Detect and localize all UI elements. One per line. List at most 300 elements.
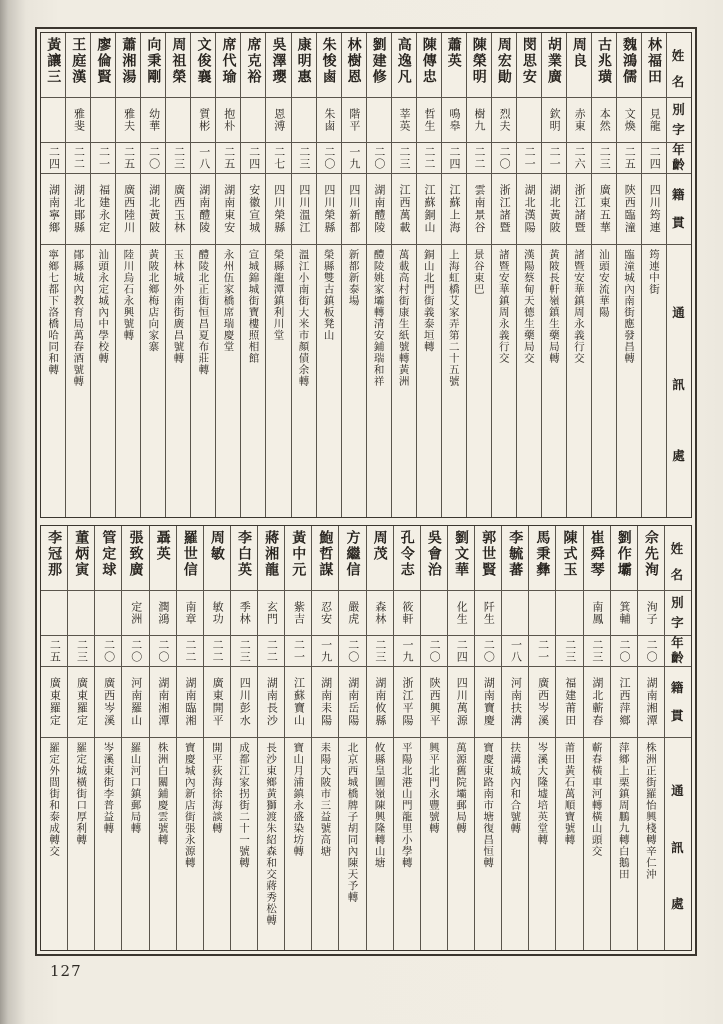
person-column bbox=[637, 526, 664, 950]
person-column bbox=[516, 33, 541, 517]
header-label-age bbox=[667, 143, 691, 173]
person-native-cell bbox=[556, 667, 582, 738]
person-name: 馬秉彝 bbox=[534, 530, 551, 578]
person-zi-cell bbox=[285, 591, 311, 636]
person-native: 廣東開平 bbox=[211, 677, 225, 727]
header-label-char: 別 bbox=[672, 102, 686, 118]
person-native: 廣西岑溪 bbox=[536, 677, 550, 727]
header-label-char: 處 bbox=[671, 896, 685, 912]
person-native: 四川彭水 bbox=[238, 677, 252, 727]
person-name-cell bbox=[475, 526, 501, 591]
person-zi-cell bbox=[91, 98, 115, 143]
person-column bbox=[230, 526, 257, 950]
person-age-cell bbox=[258, 636, 284, 667]
person-zi-cell bbox=[611, 591, 637, 636]
person-name: 陳傳忠 bbox=[420, 37, 437, 85]
person-address: 羅定外間街和泰成轉交 bbox=[48, 742, 61, 857]
person-name: 朱悛鹵 bbox=[320, 37, 337, 85]
person-address-cell bbox=[467, 245, 491, 517]
person-zi-cell bbox=[417, 98, 441, 143]
person-native-cell bbox=[258, 667, 284, 738]
person-address: 榮縣龍潭鎮利川堂 bbox=[272, 249, 285, 341]
person-zi: 嚴虎 bbox=[346, 601, 360, 625]
person-age: 二三 bbox=[172, 146, 186, 170]
person-column bbox=[528, 526, 555, 950]
person-zi-cell bbox=[41, 98, 65, 143]
person-native-cell bbox=[41, 667, 67, 738]
person-zi-cell bbox=[166, 98, 190, 143]
person-native-cell bbox=[339, 667, 365, 738]
header-label-zi bbox=[667, 98, 691, 142]
person-name: 周敏 bbox=[208, 530, 225, 562]
person-zi: 雅斐 bbox=[72, 108, 86, 132]
person-age-cell bbox=[95, 636, 121, 667]
person-native: 湖南湘潭 bbox=[156, 677, 170, 727]
person-column bbox=[616, 33, 641, 517]
person-address: 蘄春橫車河轉橫山頭交 bbox=[590, 742, 603, 857]
person-native: 四川萬源 bbox=[455, 677, 469, 727]
person-native: 湖南醴陵 bbox=[197, 184, 211, 234]
person-native: 湖北蘄春 bbox=[590, 677, 604, 727]
person-address-cell bbox=[258, 738, 284, 950]
person-native-cell bbox=[166, 174, 190, 245]
directory-table-bottom bbox=[40, 525, 692, 951]
person-native: 安徽宣城 bbox=[247, 184, 261, 234]
person-address-cell bbox=[617, 245, 641, 517]
person-name-cell bbox=[122, 526, 148, 591]
person-age-cell bbox=[517, 143, 541, 174]
person-address-cell bbox=[339, 738, 365, 950]
person-age: 二一 bbox=[97, 146, 111, 170]
person-zi-cell bbox=[567, 98, 591, 143]
person-column bbox=[65, 33, 90, 517]
person-zi: 紫吉 bbox=[292, 601, 306, 625]
header-label-char: 貫 bbox=[671, 214, 686, 230]
person-column bbox=[416, 33, 441, 517]
person-name-cell bbox=[394, 526, 420, 591]
person-name: 周祖榮 bbox=[170, 37, 187, 85]
person-name-cell bbox=[141, 33, 165, 98]
person-name: 張致廣 bbox=[127, 530, 144, 578]
person-zi-cell bbox=[266, 98, 290, 143]
person-address: 萍鄉上栗鎮周鵬九轉白鵝田 bbox=[617, 742, 630, 880]
header-column bbox=[666, 33, 691, 517]
person-name: 劉作壩 bbox=[615, 530, 632, 578]
person-name-cell bbox=[68, 526, 94, 591]
person-name-cell bbox=[638, 526, 664, 591]
person-native-cell bbox=[442, 174, 466, 245]
person-column bbox=[474, 526, 501, 950]
person-column bbox=[316, 33, 341, 517]
person-zi-cell bbox=[66, 98, 90, 143]
person-column bbox=[591, 33, 616, 517]
person-age-cell bbox=[317, 143, 341, 174]
person-native: 廣東五華 bbox=[598, 184, 612, 234]
person-age: 二〇 bbox=[372, 146, 386, 170]
person-address-cell bbox=[177, 738, 203, 950]
person-zi-cell bbox=[502, 591, 528, 636]
person-native: 湖北黃陂 bbox=[147, 184, 161, 234]
person-zi-cell bbox=[258, 591, 284, 636]
person-name-cell bbox=[367, 526, 393, 591]
person-column bbox=[41, 526, 67, 950]
person-native-cell bbox=[529, 667, 555, 738]
person-age: 二〇 bbox=[129, 639, 143, 663]
person-age-cell bbox=[542, 143, 566, 174]
header-label-age bbox=[665, 636, 691, 666]
person-zi-cell bbox=[216, 98, 240, 143]
person-age: 二三 bbox=[563, 639, 577, 663]
person-name-cell bbox=[285, 526, 311, 591]
header-label-name bbox=[665, 526, 691, 591]
person-native: 湖南臨湘 bbox=[184, 677, 197, 727]
person-age-cell bbox=[421, 636, 447, 667]
person-age-cell bbox=[122, 636, 148, 667]
person-zi-cell bbox=[638, 591, 664, 636]
person-native: 廣西陸川 bbox=[122, 184, 136, 234]
person-address-cell bbox=[312, 738, 338, 950]
person-address: 臨潼城內南街應發昌轉 bbox=[622, 249, 635, 364]
person-name-cell bbox=[266, 33, 290, 98]
person-age-cell bbox=[392, 143, 416, 174]
person-age: 二七 bbox=[272, 146, 286, 170]
person-zi-cell bbox=[241, 98, 265, 143]
person-column bbox=[566, 33, 591, 517]
person-age: 二三 bbox=[598, 146, 612, 170]
person-age-cell bbox=[342, 143, 366, 174]
person-native: 四川新都 bbox=[347, 184, 361, 234]
person-age: 二五 bbox=[623, 146, 637, 170]
person-address: 諸暨安華鎮周永義行交 bbox=[572, 249, 585, 364]
person-address-cell bbox=[611, 738, 637, 950]
person-name: 周良 bbox=[570, 37, 587, 69]
person-native: 廣西玉林 bbox=[172, 184, 186, 234]
person-age-cell bbox=[266, 143, 290, 174]
person-age-cell bbox=[339, 636, 365, 667]
person-native: 湖南醴陵 bbox=[372, 184, 386, 234]
person-name-cell bbox=[177, 526, 203, 591]
person-address-cell bbox=[638, 738, 664, 950]
person-address: 宣城錦城街寶樓照相館 bbox=[247, 249, 260, 364]
person-native-cell bbox=[592, 174, 616, 245]
person-name-cell bbox=[584, 526, 610, 591]
person-zi: 箕輔 bbox=[618, 601, 631, 625]
header-label-native bbox=[667, 174, 691, 244]
header-label-char: 名 bbox=[670, 566, 686, 582]
person-address-cell bbox=[542, 245, 566, 517]
person-age: 二一 bbox=[292, 639, 306, 663]
person-address: 寶慶城內新店街張永源轉 bbox=[183, 742, 196, 869]
person-column bbox=[338, 526, 365, 950]
person-address-cell bbox=[116, 245, 140, 517]
person-zi-cell bbox=[475, 591, 501, 636]
person-zi-cell bbox=[367, 98, 391, 143]
person-address-cell bbox=[41, 245, 65, 517]
person-age: 二三 bbox=[75, 639, 89, 663]
person-name-cell bbox=[492, 33, 516, 98]
person-age-cell bbox=[567, 143, 591, 174]
person-native-cell bbox=[241, 174, 265, 245]
person-address-cell bbox=[367, 738, 393, 950]
person-name-cell bbox=[116, 33, 140, 98]
person-name: 胡業廣 bbox=[545, 37, 562, 85]
person-zi-cell bbox=[642, 98, 666, 143]
person-address-cell bbox=[642, 245, 666, 517]
person-address: 長沙東鄉黃獅渡朱紹森和交蔣秀松轉 bbox=[265, 742, 278, 926]
person-address-cell bbox=[266, 245, 290, 517]
person-name: 李毓蕃 bbox=[507, 530, 524, 578]
person-zi: 季林 bbox=[238, 601, 252, 625]
person-age: 二〇 bbox=[428, 639, 442, 663]
person-name-cell bbox=[66, 33, 90, 98]
person-native: 江蘇上海 bbox=[448, 184, 462, 234]
person-name-cell bbox=[231, 526, 257, 591]
person-zi: 哲生 bbox=[422, 108, 436, 132]
person-address: 寶山月浦鎮永盛染坊轉 bbox=[292, 742, 305, 857]
person-age: 二〇 bbox=[498, 146, 512, 170]
person-address-cell bbox=[584, 738, 610, 950]
person-address: 萬載高村街康生紙號轉黃洲 bbox=[397, 249, 410, 387]
person-native: 湖南湘潭 bbox=[645, 677, 659, 727]
person-name-cell bbox=[517, 33, 541, 98]
person-age: 二〇 bbox=[618, 639, 631, 663]
person-name: 蕭湘湯 bbox=[120, 37, 137, 85]
person-name: 文俊襄 bbox=[195, 37, 212, 85]
person-age-cell bbox=[467, 143, 491, 174]
person-address-cell bbox=[150, 738, 176, 950]
person-address-cell bbox=[492, 245, 516, 517]
person-native: 浙江諸暨 bbox=[573, 184, 587, 234]
person-age: 一九 bbox=[401, 639, 414, 663]
person-age: 二三 bbox=[397, 146, 411, 170]
person-age-cell bbox=[68, 636, 94, 667]
person-native-cell bbox=[542, 174, 566, 245]
person-address: 溫江小南街大米市顏債余轉 bbox=[297, 249, 310, 387]
person-age: 二四 bbox=[448, 146, 462, 170]
person-native-cell bbox=[41, 174, 65, 245]
person-column bbox=[265, 33, 290, 517]
person-age: 二六 bbox=[573, 146, 587, 170]
person-native: 湖南寧鄉 bbox=[47, 184, 61, 234]
person-zi: 烈夫 bbox=[498, 108, 512, 132]
person-zi-cell bbox=[584, 591, 610, 636]
person-name: 李冠那 bbox=[46, 530, 63, 578]
person-address: 黃陂長軒嶺鎮生藥局轉 bbox=[547, 249, 560, 364]
person-age-cell bbox=[141, 143, 165, 174]
person-native: 四川溫江 bbox=[297, 184, 311, 234]
person-zi: 抱朴 bbox=[222, 108, 236, 132]
person-address: 莆田黃石萬順寶號轉 bbox=[563, 742, 576, 846]
person-address: 羅定城橫街口厚利轉 bbox=[75, 742, 88, 846]
header-label-name-cell bbox=[665, 526, 691, 591]
person-name: 崔舜琴 bbox=[588, 530, 605, 578]
header-label-char: 籍 bbox=[670, 679, 685, 695]
person-address: 羅山河口鎮郵局轉 bbox=[129, 742, 142, 834]
person-name-cell bbox=[241, 33, 265, 98]
person-native-cell bbox=[475, 667, 501, 738]
person-age: 二四 bbox=[648, 146, 662, 170]
header-label-char: 別 bbox=[671, 595, 685, 611]
person-age-cell bbox=[166, 143, 190, 174]
person-native-cell bbox=[502, 667, 528, 738]
header-label-char: 字 bbox=[672, 121, 686, 137]
person-name-cell bbox=[592, 33, 616, 98]
person-zi-cell bbox=[204, 591, 230, 636]
person-zi-cell bbox=[191, 98, 215, 143]
person-zi-cell bbox=[292, 98, 316, 143]
header-label-char: 籍 bbox=[671, 186, 686, 202]
person-name-cell bbox=[258, 526, 284, 591]
person-name: 管定球 bbox=[100, 530, 117, 578]
person-address-cell bbox=[292, 245, 316, 517]
person-native-cell bbox=[292, 174, 316, 245]
person-column bbox=[190, 33, 215, 517]
person-native: 福建莆田 bbox=[563, 677, 577, 727]
person-zi: 文煥 bbox=[623, 108, 637, 132]
person-native: 湖南長沙 bbox=[265, 677, 279, 727]
person-address-cell bbox=[41, 738, 67, 950]
person-zi: 鳴皋 bbox=[448, 108, 462, 132]
person-age-cell bbox=[592, 143, 616, 174]
person-zi-cell bbox=[367, 591, 393, 636]
person-age: 二二 bbox=[265, 639, 279, 663]
person-age-cell bbox=[394, 636, 420, 667]
person-address-cell bbox=[367, 245, 391, 517]
person-age: 二〇 bbox=[156, 639, 170, 663]
person-zi-cell bbox=[317, 98, 341, 143]
person-column bbox=[610, 526, 637, 950]
person-native: 河南扶溝 bbox=[509, 677, 523, 727]
person-age: 二二 bbox=[211, 639, 225, 663]
person-native-cell bbox=[317, 174, 341, 245]
person-zi-cell bbox=[177, 591, 203, 636]
person-name: 席代瑜 bbox=[220, 37, 237, 85]
person-name-cell bbox=[292, 33, 316, 98]
person-native: 湖南耒陽 bbox=[319, 677, 333, 727]
person-name-cell bbox=[204, 526, 230, 591]
header-label-char: 年 bbox=[672, 143, 686, 158]
person-name-cell bbox=[41, 33, 65, 98]
person-age-cell bbox=[292, 143, 316, 174]
person-column bbox=[41, 33, 65, 517]
person-zi: 潤鴻 bbox=[156, 601, 170, 625]
person-name-cell bbox=[642, 33, 666, 98]
person-column bbox=[121, 526, 148, 950]
person-name: 高逸凡 bbox=[395, 37, 412, 85]
person-age-cell bbox=[191, 143, 215, 174]
person-zi: 赤東 bbox=[573, 108, 587, 132]
person-address: 玉林城外南街廣昌號轉 bbox=[172, 249, 185, 364]
person-name: 吳澤瓔 bbox=[270, 37, 287, 85]
person-age-cell bbox=[502, 636, 528, 667]
person-address-cell bbox=[122, 738, 148, 950]
person-native: 湖北漢陽 bbox=[523, 184, 537, 234]
person-name-cell bbox=[317, 33, 341, 98]
person-address-cell bbox=[95, 738, 121, 950]
person-address-cell bbox=[417, 245, 441, 517]
header-label-char: 訊 bbox=[671, 839, 685, 855]
person-column bbox=[215, 33, 240, 517]
person-native-cell bbox=[417, 174, 441, 245]
directory-table-top bbox=[40, 32, 692, 518]
person-name: 魏鴻儒 bbox=[620, 37, 637, 85]
person-native-cell bbox=[122, 667, 148, 738]
person-age: 二四 bbox=[247, 146, 261, 170]
person-address: 漢陽蔡甸天德生藥局交 bbox=[522, 249, 535, 364]
person-native: 江西萬載 bbox=[397, 184, 411, 234]
person-column bbox=[393, 526, 420, 950]
header-label-char: 訊 bbox=[672, 376, 686, 392]
person-zi-cell bbox=[442, 98, 466, 143]
person-name-cell bbox=[617, 33, 641, 98]
person-native: 湖南攸縣 bbox=[373, 677, 387, 727]
person-native: 湖南寶慶 bbox=[482, 677, 496, 727]
person-address: 銅山北門街義泰垣轉 bbox=[422, 249, 435, 353]
person-age: 二五 bbox=[122, 146, 136, 170]
person-address-cell bbox=[448, 738, 474, 950]
person-native-cell bbox=[141, 174, 165, 245]
person-address: 鄖縣城內教育局萬春酒號轉 bbox=[72, 249, 85, 387]
person-age-cell bbox=[611, 636, 637, 667]
person-address-cell bbox=[442, 245, 466, 517]
person-native-cell bbox=[285, 667, 311, 738]
person-address: 攸縣皇圖嶺陳興隆轉山塘 bbox=[373, 742, 386, 869]
tables-frame bbox=[35, 27, 697, 956]
person-address: 汕頭永定城內中學校轉 bbox=[97, 249, 110, 364]
person-native-cell bbox=[517, 174, 541, 245]
person-age: 二五 bbox=[48, 639, 62, 663]
person-age-cell bbox=[417, 143, 441, 174]
person-column bbox=[447, 526, 474, 950]
person-name-cell bbox=[421, 526, 447, 591]
person-name: 孔令志 bbox=[398, 530, 415, 578]
person-age: 二四 bbox=[455, 639, 469, 663]
person-address: 耒陽大陂市三益號高塘 bbox=[319, 742, 332, 857]
person-column bbox=[441, 33, 466, 517]
person-zi-cell bbox=[617, 98, 641, 143]
person-address: 岑溪東街李普益轉 bbox=[102, 742, 115, 834]
person-name-cell bbox=[542, 33, 566, 98]
person-address-cell bbox=[394, 738, 420, 950]
person-column bbox=[555, 526, 582, 950]
person-column bbox=[176, 526, 203, 950]
person-age-cell bbox=[216, 143, 240, 174]
person-column bbox=[115, 33, 140, 517]
header-label-name bbox=[667, 33, 691, 98]
person-name-cell bbox=[442, 33, 466, 98]
person-name-cell bbox=[312, 526, 338, 591]
person-address: 北京西城橋牌子胡同內陳天予轉 bbox=[346, 742, 359, 903]
person-zi-cell bbox=[116, 98, 140, 143]
person-address-cell bbox=[502, 738, 528, 950]
person-zi: 本然 bbox=[598, 108, 612, 132]
person-name-cell bbox=[529, 526, 555, 591]
person-address: 株洲白關鋪慶雲號轉 bbox=[156, 742, 169, 846]
person-address-cell bbox=[141, 245, 165, 517]
person-native-cell bbox=[266, 174, 290, 245]
person-native-cell bbox=[95, 667, 121, 738]
person-native-cell bbox=[312, 667, 338, 738]
person-column bbox=[366, 33, 391, 517]
person-address: 新都新泰場 bbox=[347, 249, 360, 307]
person-address-cell bbox=[166, 245, 190, 517]
person-native-cell bbox=[611, 667, 637, 738]
person-zi-cell bbox=[492, 98, 516, 143]
person-zi-cell bbox=[529, 591, 555, 636]
person-zi-cell bbox=[122, 591, 148, 636]
person-address-cell bbox=[475, 738, 501, 950]
person-name: 陳榮明 bbox=[470, 37, 487, 85]
